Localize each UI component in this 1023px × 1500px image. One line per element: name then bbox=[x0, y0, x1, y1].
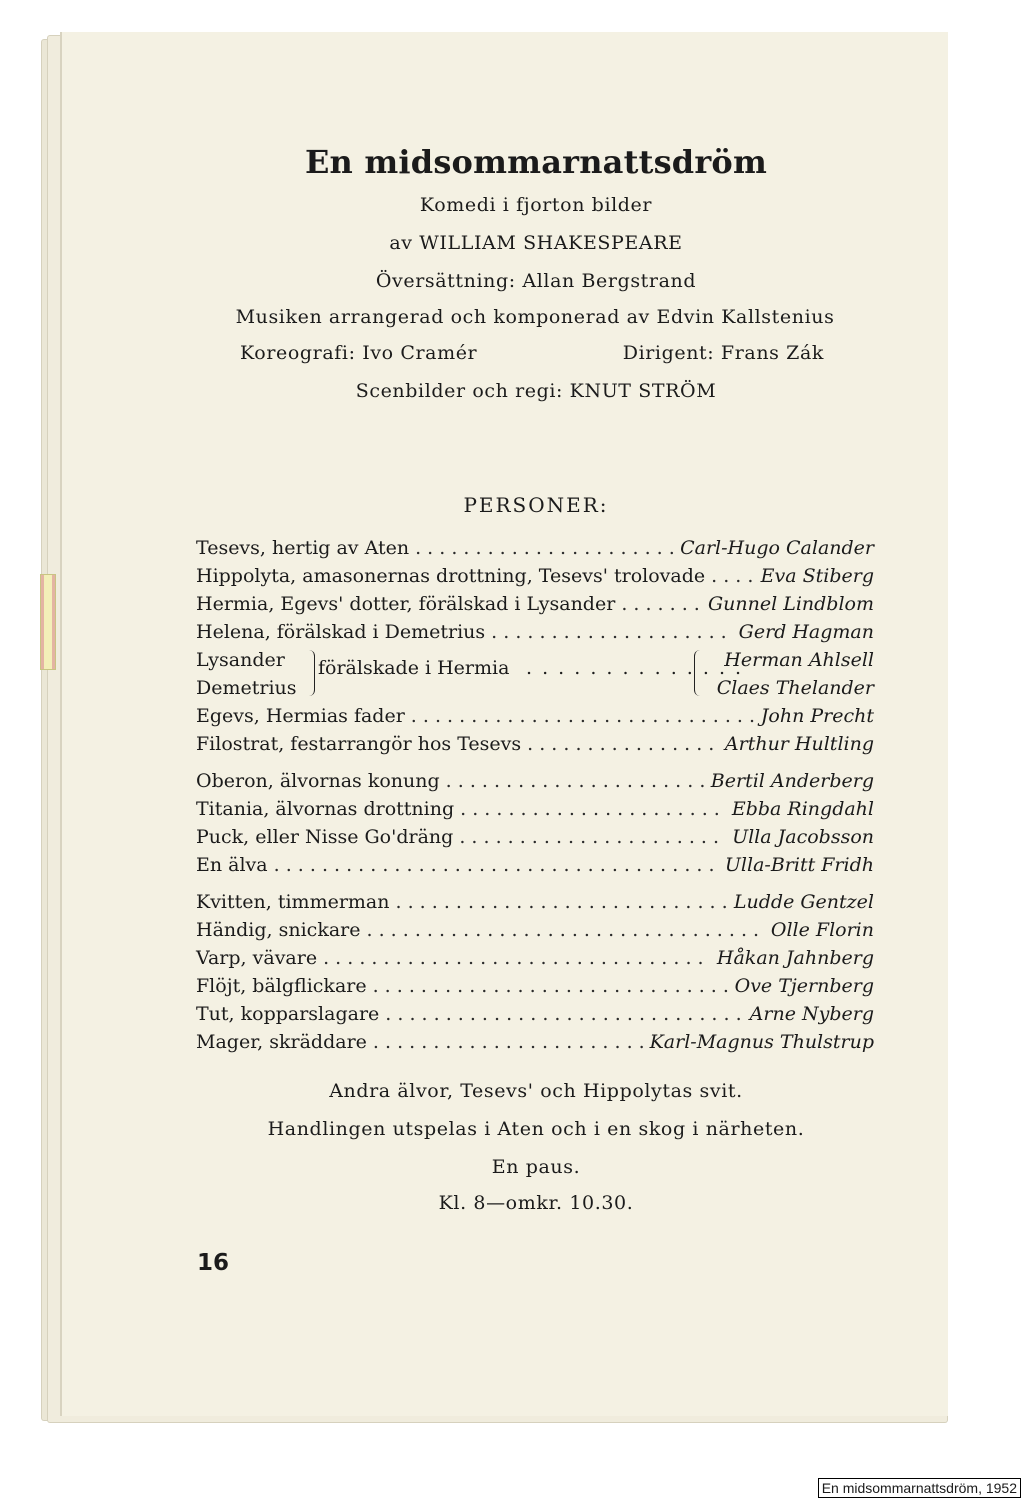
cast-row bbox=[196, 590, 874, 618]
cast-row bbox=[196, 767, 874, 795]
cast-row bbox=[196, 823, 874, 851]
actor-name: Ulla Jacobsson bbox=[732, 826, 874, 848]
lovers-brace-group bbox=[196, 646, 874, 702]
role-name: Oberon, älvornas konung bbox=[196, 770, 440, 792]
actor-name: Claes Thelander bbox=[716, 677, 874, 699]
cast-row bbox=[196, 562, 874, 590]
leader-dots bbox=[621, 590, 702, 618]
setting-note: Handlingen utspelas i Aten och i en skog i närheten. bbox=[267, 1118, 805, 1140]
cast-row bbox=[196, 702, 874, 730]
role-name: Hippolyta, amasonernas drottning, Tesevs' trolovade bbox=[196, 565, 706, 587]
right-brace bbox=[694, 650, 703, 696]
actor-name: Herman Ahlsell bbox=[724, 649, 874, 671]
leader-dots: . . . . . . . . . . . . . . bbox=[526, 657, 744, 679]
music-credit: Musiken arrangerad och komponerad av Edvin Kallstenius bbox=[235, 306, 835, 328]
group-spacer bbox=[196, 879, 874, 888]
cast-row bbox=[196, 916, 874, 944]
leader-dots bbox=[367, 916, 765, 944]
translation-credit: Översättning: Allan Bergstrand bbox=[375, 270, 697, 292]
role-name: Kvitten, timmerman bbox=[196, 891, 390, 913]
leader-dots bbox=[446, 767, 705, 795]
direction-credit: Scenbilder och regi: KNUT STRÖM bbox=[355, 380, 717, 402]
actor-name: Ludde Gentzel bbox=[733, 891, 874, 913]
leader-dots bbox=[415, 534, 674, 562]
role-description: förälskade i Hermia bbox=[318, 657, 510, 679]
actor-name: Ulla-Britt Fridh bbox=[724, 854, 874, 876]
actor-name: Carl-Hugo Calander bbox=[680, 537, 874, 559]
play-title: En midsommarnattsdröm bbox=[304, 143, 768, 181]
cast-row bbox=[196, 1028, 874, 1056]
personer-heading: PERSONER: bbox=[463, 493, 609, 517]
role-name: En älva bbox=[196, 854, 268, 876]
role-name: Puck, eller Nisse Go'dräng bbox=[196, 826, 454, 848]
intermission-note: En paus. bbox=[491, 1156, 581, 1178]
cast-row bbox=[196, 851, 874, 879]
leader-dots bbox=[396, 888, 728, 916]
leader-dots bbox=[274, 851, 719, 879]
leader-dots bbox=[459, 823, 726, 851]
cast-row bbox=[196, 730, 874, 758]
choreography-credit: Koreografi: Ivo Cramér bbox=[240, 342, 478, 364]
role-name: Demetrius bbox=[196, 677, 297, 699]
role-name: Titania, älvornas drottning bbox=[196, 798, 455, 820]
role-name: Varp, vävare bbox=[196, 947, 318, 969]
leader-dots bbox=[460, 795, 726, 823]
actor-name: Ebba Ringdahl bbox=[731, 798, 874, 820]
credits-row bbox=[240, 342, 824, 364]
role-name: Tesevs, hertig av Aten bbox=[196, 537, 410, 559]
role-name: Händig, snickare bbox=[196, 919, 361, 941]
role-name: Hermia, Egevs' dotter, förälskad i Lysander bbox=[196, 593, 616, 615]
role-name: Helena, förälskad i Demetrius bbox=[196, 621, 486, 643]
page-number: 16 bbox=[197, 1250, 230, 1276]
role-name: Filostrat, festarrangör hos Tesevs bbox=[196, 733, 522, 755]
leader-dots bbox=[373, 972, 729, 1000]
actor-name: Bertil Anderberg bbox=[710, 770, 874, 792]
binding-clip bbox=[40, 574, 56, 670]
leader-dots bbox=[411, 702, 755, 730]
actor-name: Olle Florin bbox=[770, 919, 874, 941]
cast-list bbox=[196, 534, 874, 1056]
cast-row bbox=[196, 795, 874, 823]
actor-name: Håkan Jahnberg bbox=[716, 947, 874, 969]
actor-name: Eva Stiberg bbox=[760, 565, 874, 587]
conductor-credit: Dirigent: Frans Zák bbox=[622, 342, 824, 364]
performance-time: Kl. 8—omkr. 10.30. bbox=[438, 1192, 634, 1214]
leader-dots bbox=[385, 1000, 743, 1028]
cast-row bbox=[196, 944, 874, 972]
actor-name: Gunnel Lindblom bbox=[707, 593, 874, 615]
cast-row bbox=[196, 618, 874, 646]
play-subtitle: Komedi i fjorton bilder bbox=[419, 194, 653, 216]
actor-name: Arthur Hultling bbox=[724, 733, 874, 755]
leader-dots bbox=[373, 1028, 644, 1056]
role-name: Mager, skräddare bbox=[196, 1031, 367, 1053]
role-name: Tut, kopparslagare bbox=[196, 1003, 380, 1025]
actor-name: Ove Tjernberg bbox=[734, 975, 874, 997]
actor-name: Karl-Magnus Thulstrup bbox=[649, 1031, 874, 1053]
actor-name: Arne Nyberg bbox=[749, 1003, 874, 1025]
leader-dots bbox=[527, 730, 719, 758]
cast-row bbox=[196, 972, 874, 1000]
author-line: av WILLIAM SHAKESPEARE bbox=[389, 232, 683, 254]
cast-row bbox=[196, 1000, 874, 1028]
actor-name: Gerd Hagman bbox=[738, 621, 874, 643]
role-name: Flöjt, bälgflickare bbox=[196, 975, 367, 997]
role-name: Lysander bbox=[196, 649, 285, 671]
cast-row bbox=[196, 534, 874, 562]
others-note: Andra älvor, Tesevs' och Hippolytas svit. bbox=[329, 1080, 743, 1102]
actor-name: John Precht bbox=[760, 705, 874, 727]
role-name: Egevs, Hermias fader bbox=[196, 705, 405, 727]
leader-dots bbox=[323, 944, 711, 972]
group-spacer bbox=[196, 758, 874, 767]
cast-row bbox=[196, 888, 874, 916]
left-brace bbox=[306, 650, 315, 696]
leader-dots bbox=[711, 562, 755, 590]
image-caption: En midsommarnattsdröm, 1952 bbox=[818, 1478, 1021, 1498]
leader-dots bbox=[491, 618, 732, 646]
